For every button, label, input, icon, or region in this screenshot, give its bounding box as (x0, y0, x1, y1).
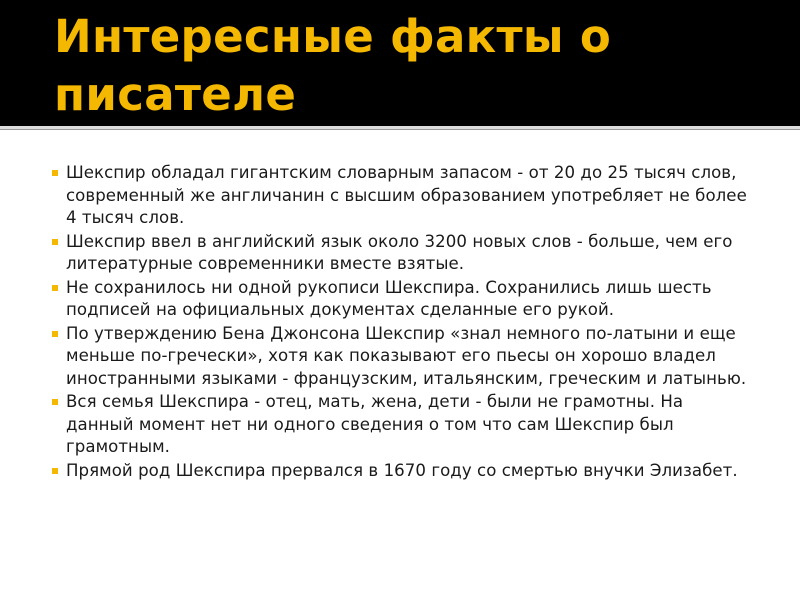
title-divider-shadow (0, 129, 800, 130)
square-bullet-icon (52, 468, 58, 474)
bullet-text: Шекспир ввел в английский язык около 3200 новых слов - больше, чем его литературные современники вместе взятые. (66, 231, 733, 273)
bullet-item (48, 277, 748, 322)
bullet-text: По утверждению Бена Джонсона Шекспир «знал немного по-латыни и еще меньше по-гречески», хотя как показывают его пьесы он хорошо владел иностранными языками - французским, итальянским, греческим и латынью. (66, 323, 747, 388)
bullet-text: Вся семья Шекспира - отец, мать, жена, дети - были не грамотны. На данный момент нет ни одного сведения о том что сам Шекспир был грамотным. (66, 392, 684, 456)
bullet-list (48, 162, 748, 483)
bullet-item (48, 162, 748, 230)
square-bullet-icon (52, 331, 58, 337)
bullet-item (48, 231, 748, 276)
title-bar (0, 0, 800, 126)
slide-title: Интересные факты о писателе (54, 10, 612, 121)
square-bullet-icon (52, 399, 58, 405)
bullet-item (48, 460, 748, 483)
bullet-text: Не сохранилось ни одной рукописи Шекспира. Сохранились лишь шесть подписей на официальных документах сделанные его рукой. (66, 277, 712, 319)
square-bullet-icon (52, 285, 58, 291)
bullet-item (48, 391, 748, 459)
bullet-item (48, 323, 748, 391)
square-bullet-icon (52, 170, 58, 176)
bullet-text: Шекспир обладал гигантским словарным запасом - от 20 до 25 тысяч слов, современный же англичанин с высшим образованием употребляет не более 4 тысяч слов. (66, 163, 747, 227)
bullet-text: Прямой род Шекспира прервался в 1670 году со смертью внучки Элизабет. (66, 460, 738, 480)
square-bullet-icon (52, 239, 58, 245)
